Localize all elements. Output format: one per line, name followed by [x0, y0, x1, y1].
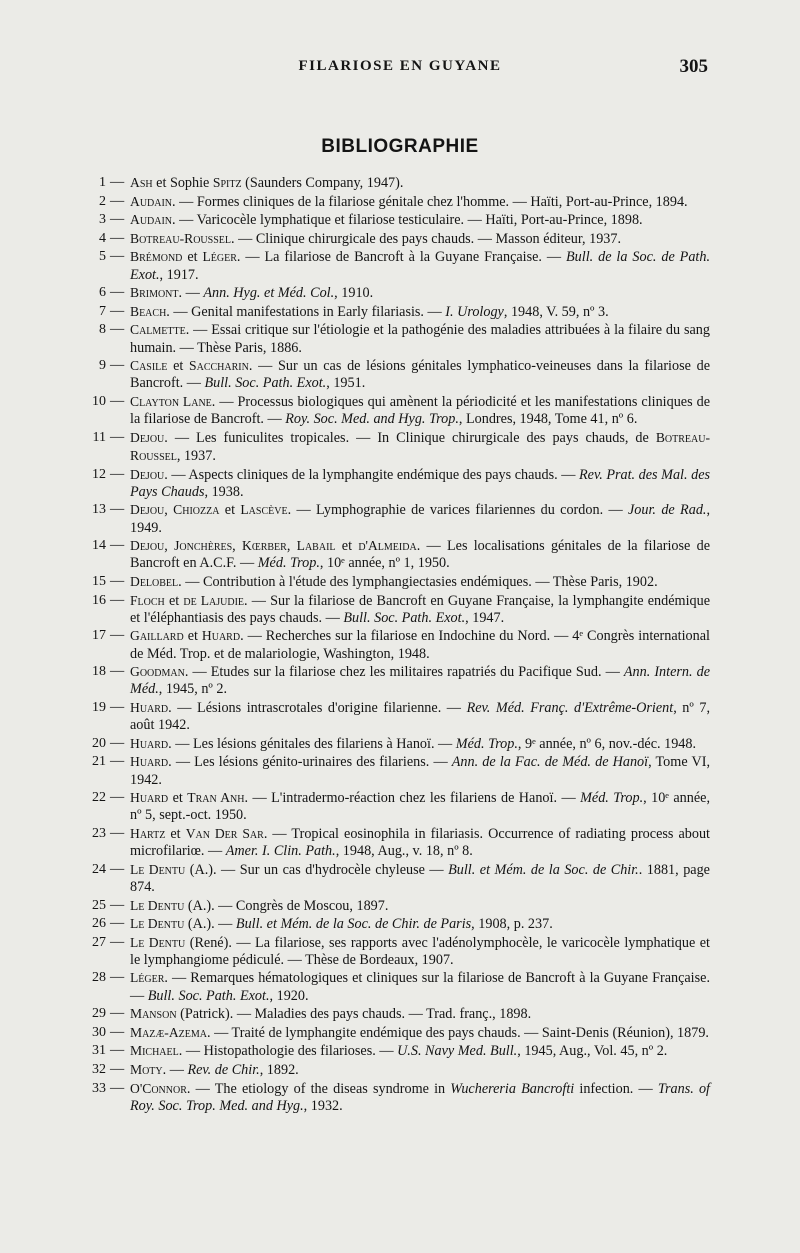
reference-dash: —: [110, 896, 125, 913]
reference-entry: [86, 789, 710, 824]
reference-fragment: . — Les lésions génito-urinaires des filariens. —: [168, 754, 452, 771]
reference-dash: —: [110, 915, 125, 932]
reference-author: Dejou: [130, 429, 165, 445]
reference-journal: Roy. Soc. Med. and Hyg. Trop.: [285, 411, 459, 428]
page-number: 305: [679, 56, 708, 77]
reference-number: 24: [92, 861, 106, 877]
reference-dash: —: [110, 392, 125, 409]
reference-dash: —: [110, 1005, 125, 1022]
reference-text: [130, 735, 710, 753]
reference-dash: —: [110, 1042, 125, 1059]
reference-author: Jonchères: [174, 538, 233, 554]
reference-text: [130, 211, 710, 229]
reference-fragment: et Sophie: [152, 175, 213, 191]
reference-fragment: . — Varicocèle lymphatique et filariose testiculaire. — Haïti, Port-au-Prince, 1898.: [172, 212, 643, 229]
reference-text: [130, 663, 710, 698]
reference-entry: [86, 393, 710, 428]
reference-fragment: . — Les lésions génitales des filariens à Hanoï. —: [168, 735, 456, 752]
reference-author: Léger: [202, 249, 237, 265]
reference-entry: [86, 537, 710, 572]
reference-fragment: , 1932.: [303, 1097, 343, 1114]
reference-fragment: . — Sur la filariose de Bancroft en Guyane Française, la lymphangite endémique et l'éléphantiasis des pays chauds. —: [130, 592, 710, 626]
reference-fragment: et: [165, 825, 186, 842]
reference-fragment: , 1892.: [259, 1062, 299, 1079]
reference-journal: Bull. de la Soc. de Path. Exot.: [130, 249, 710, 283]
reference-dash: —: [110, 211, 125, 228]
section-title: BIBLIOGRAPHIE: [321, 136, 479, 157]
reference-author: Spitz: [212, 175, 242, 190]
reference-dash: —: [110, 789, 125, 806]
reference-journal: Wuchereria Bancrofti: [450, 1080, 575, 1097]
reference-dash: —: [110, 428, 125, 445]
reference-number: 23: [92, 825, 106, 841]
reference-dash: —: [110, 465, 125, 482]
reference-entry: [86, 321, 710, 356]
reference-dash: —: [110, 248, 125, 265]
reference-author: Casile: [130, 358, 168, 374]
reference-fragment: . — Remarques hématologiques et cliniques sur la filariose de Bancroft à la Guyane Française. —: [130, 970, 710, 1004]
reference-entry: [86, 934, 710, 969]
reference-dash: —: [110, 591, 125, 608]
reference-fragment: , 1908, p. 237.: [471, 916, 553, 933]
reference-dash: —: [110, 501, 125, 518]
reference-entry: [86, 193, 710, 211]
reference-author: Beach: [130, 303, 167, 319]
reference-fragment: . — Histopathologie des filarioses. —: [178, 1043, 398, 1060]
reference-entry: [86, 592, 710, 627]
reference-text: [130, 321, 710, 356]
reference-dash: —: [110, 698, 125, 715]
reference-text: [130, 969, 710, 1004]
reference-author: Clayton Lane: [130, 393, 212, 409]
reference-text: [130, 1024, 710, 1042]
reference-fragment: . — Recherches sur la filariose en Indochine du Nord. — 4ᵉ Congrès international de Méd. Trop. et de malariologie, Washington, 1948.: [130, 628, 710, 662]
reference-entry: [86, 735, 710, 753]
reference-entry: [86, 230, 710, 248]
reference-author: Huard: [130, 735, 169, 751]
reference-journal: Bull. et Mém. de la Soc. de Chir.: [448, 861, 639, 878]
reference-entry: [86, 174, 710, 192]
reference-dash: —: [110, 663, 125, 680]
reference-author: Manson: [130, 1006, 177, 1022]
reference-fragment: et: [168, 790, 188, 807]
reference-fragment: , 10ᵉ année, nº 1, 1950.: [319, 555, 450, 572]
reference-journal: Méd. Trop.: [580, 790, 644, 807]
reference-author: Dejou: [130, 502, 165, 518]
reference-fragment: (A.). —: [184, 916, 236, 933]
reference-dash: —: [110, 1023, 125, 1040]
reference-number: 6: [99, 285, 106, 301]
reference-text: [130, 915, 710, 933]
reference-number: 14: [92, 538, 106, 554]
reference-author: Goodman: [130, 664, 185, 680]
reference-fragment: , 9ᵉ année, nº 6, nov.-déc. 1948.: [517, 735, 697, 752]
reference-entry: [86, 357, 710, 392]
reference-fragment: . — Sur un cas de lésions génitales lymphatico-veineuses dans la filariose de Bancroft. —: [130, 358, 710, 392]
reference-text: [130, 284, 710, 302]
reference-entry: [86, 1005, 710, 1023]
reference-author: Moty: [130, 1062, 163, 1078]
reference-journal: Ann. Hyg. et Méd. Col.: [203, 285, 335, 302]
reference-fragment: et: [182, 249, 203, 266]
reference-author: Labail: [296, 538, 336, 554]
reference-dash: —: [110, 302, 125, 319]
reference-fragment: (Patrick). — Maladies des pays chauds. — Trad. franç., 1898.: [176, 1006, 532, 1023]
reference-fragment: , 1917.: [159, 266, 199, 283]
reference-fragment: et: [335, 538, 359, 555]
reference-entry: [86, 897, 710, 915]
reference-author: Ash: [130, 175, 153, 190]
reference-number: 30: [92, 1024, 106, 1040]
reference-fragment: . —: [178, 285, 204, 302]
reference-text: [130, 573, 710, 591]
reference-author: Tran Anh: [187, 790, 245, 806]
reference-author: Van Der Sar: [185, 825, 264, 841]
reference-dash: —: [110, 734, 125, 751]
reference-number: 26: [92, 916, 106, 932]
reference-number: 25: [92, 897, 106, 913]
reference-entry: [86, 699, 710, 734]
reference-number: 18: [92, 664, 106, 680]
reference-text: [130, 825, 710, 860]
reference-fragment: . —: [162, 1062, 188, 1079]
reference-fragment: et: [219, 502, 241, 519]
reference-number: 28: [92, 970, 106, 986]
reference-fragment: ,: [164, 538, 175, 555]
reference-fragment: ,: [232, 538, 242, 555]
reference-fragment: (Saunders Company, 1947).: [241, 175, 407, 191]
reference-number: 10: [92, 393, 106, 409]
reference-text: [130, 1005, 710, 1023]
reference-entry: [86, 284, 710, 302]
reference-author: Saccharin: [189, 358, 249, 374]
reference-fragment: . — Clinique chirurgicale des pays chauds. — Masson éditeur, 1937.: [231, 230, 622, 247]
reference-journal: Méd. Trop.: [455, 735, 518, 752]
reference-number: 31: [92, 1043, 106, 1059]
reference-entry: [86, 211, 710, 229]
reference-journal: Amer. I. Clin. Path.: [225, 843, 336, 860]
reference-author: Calmette: [130, 322, 186, 338]
reference-fragment: (A.). — Congrès de Moscou, 1897.: [184, 897, 389, 914]
reference-fragment: . — Lymphographie de varices filariennes du cordon. —: [287, 502, 628, 519]
reference-number: 17: [92, 628, 106, 644]
reference-author: Gaillard: [130, 628, 184, 644]
reference-fragment: . — La filariose de Bancroft à la Guyane Française. —: [236, 249, 567, 266]
reference-fragment: . — Processus biologiques qui amènent la périodicité et les manifestations cliniques de la filariose de Bancroft. —: [130, 393, 711, 428]
reference-dash: —: [110, 860, 125, 877]
reference-fragment: et: [183, 628, 202, 645]
reference-number: 33: [92, 1080, 106, 1096]
reference-number: 20: [92, 735, 106, 751]
reference-journal: Ann. de la Fac. de Méd. de Hanoï: [451, 754, 649, 771]
reference-text: [130, 174, 710, 192]
reference-fragment: . — Essai critique sur l'étiologie et la pathogénie des maladies attribuées à la filaire du sang humain. — Thèse Paris, 1886.: [130, 322, 710, 356]
reference-fragment: , Londres, 1948, Tome 41, nº 6.: [458, 411, 638, 428]
reference-fragment: ,: [164, 502, 174, 519]
reference-author: Floch: [130, 592, 165, 608]
reference-fragment: , 10ᵉ année, nº 5, sept.-oct. 1950.: [130, 790, 710, 824]
reference-fragment: . — Formes cliniques de la filariose génitale chez l'homme. — Haïti, Port-au-Prince, 1894.: [172, 193, 688, 210]
reference-journal: Méd. Trop.: [257, 555, 320, 572]
reference-text: [130, 429, 710, 465]
reference-fragment: (René). — La filariose, ses rapports avec l'adénolymphocèle, le varicocèle lymphatique et le lymphangiome pédiculé. — Thèse de Bordeaux, 1907.: [130, 934, 710, 968]
reference-number: 22: [92, 790, 106, 806]
reference-entry: [86, 429, 710, 465]
reference-fragment: , nº 7, août 1942.: [130, 699, 711, 734]
reference-fragment: , 1949.: [130, 502, 711, 536]
reference-fragment: , 1910.: [334, 285, 374, 302]
reference-dash: —: [110, 229, 125, 246]
reference-fragment: . — Les localisations génitales de la filariose de Bancroft en A.C.F. —: [130, 538, 710, 572]
reference-text: [130, 1061, 710, 1079]
reference-dash: —: [110, 284, 125, 301]
reference-fragment: , 1938.: [204, 483, 244, 500]
reference-author: Botreau-Roussel: [130, 230, 231, 246]
reference-number: 15: [92, 573, 106, 589]
reference-number: 13: [92, 502, 106, 518]
reference-journal: Rev. Méd. Franç. d'Extrême-Orient: [466, 699, 674, 716]
reference-text: [130, 303, 710, 321]
reference-number: 16: [92, 592, 106, 608]
reference-number: 11: [92, 429, 106, 445]
reference-journal: Ann. Intern. de Méd.: [130, 664, 710, 698]
reference-journal: Jour. de Rad.: [628, 502, 707, 519]
reference-author: Audain: [130, 193, 173, 209]
reference-fragment: , 1951.: [326, 375, 366, 392]
reference-fragment: , Tome VI, 1942.: [130, 754, 710, 788]
reference-number: 2: [99, 193, 106, 209]
running-title: FILARIOSE EN GUYANE: [298, 58, 502, 74]
reference-fragment: . — The etiology of the diseas syndrome in: [186, 1080, 451, 1097]
reference-entry: [86, 1024, 710, 1042]
reference-entry: [86, 1080, 710, 1115]
reference-author: Botreau-Roussel: [130, 429, 710, 463]
reference-author: Huard: [130, 699, 169, 715]
reference-entry: [86, 753, 710, 788]
reference-fragment: et: [164, 592, 184, 609]
reference-text: [130, 393, 710, 428]
reference-text: [130, 897, 710, 915]
reference-number: 3: [99, 212, 106, 228]
reference-entry: [86, 663, 710, 698]
reference-entry: [86, 573, 710, 591]
reference-author: Huard: [201, 628, 241, 644]
reference-fragment: , 1947.: [465, 609, 505, 626]
reference-author: Le Dentu: [130, 897, 185, 913]
reference-number: 1: [99, 175, 106, 190]
reference-author: Brimont: [130, 285, 179, 301]
reference-fragment: . — Contribution à l'étude des lymphangiectasies endémiques. — Thèse Paris, 1902.: [178, 573, 658, 590]
reference-fragment: . — L'intradermo-réaction chez les filariens de Hanoï. —: [244, 790, 581, 807]
reference-journal: Bull. Soc. Path. Exot.: [204, 375, 327, 392]
reference-fragment: . — Les funiculites tropicales. — In Clinique chirurgicale des pays chauds, de: [164, 429, 656, 446]
reference-dash: —: [110, 824, 125, 841]
reference-fragment: . — Tropical eosinophila in filariasis. Occurrence of radiating process about microfilariœ. —: [130, 825, 710, 860]
reference-author: Dejou: [130, 538, 165, 554]
reference-author: Brémond: [130, 249, 183, 265]
reference-entry: [86, 303, 710, 321]
reference-text: [130, 193, 710, 211]
reference-text: [130, 466, 710, 501]
reference-fragment: , 1937.: [176, 447, 216, 464]
reference-fragment: et: [167, 358, 190, 375]
reference-fragment: (A.). — Sur un cas d'hydrocèle chyleuse —: [185, 861, 449, 878]
reference-number: 5: [99, 249, 106, 265]
reference-author: Huard: [130, 754, 169, 770]
reference-author: Le Dentu: [130, 861, 186, 877]
reference-author: Léger: [130, 970, 165, 986]
reference-number: 12: [92, 466, 106, 482]
reference-dash: —: [110, 321, 125, 338]
reference-author: Dejou: [130, 466, 165, 482]
reference-author: Mazæ-Azema: [130, 1024, 207, 1040]
reference-dash: —: [110, 627, 125, 644]
reference-list: [86, 174, 710, 1115]
reference-dash: —: [110, 357, 125, 374]
reference-journal: I. Urology: [445, 303, 504, 320]
reference-author: Chiozza: [173, 502, 220, 518]
reference-fragment: infection. —: [574, 1080, 658, 1097]
reference-text: [130, 592, 710, 627]
reference-dash: —: [110, 969, 125, 986]
reference-entry: [86, 501, 710, 536]
reference-text: [130, 789, 710, 824]
reference-number: 29: [92, 1006, 106, 1022]
reference-number: 32: [92, 1062, 106, 1078]
reference-text: [130, 934, 710, 969]
reference-fragment: . — Aspects cliniques de la lymphangite endémique des pays chauds. —: [164, 466, 579, 483]
reference-text: [130, 230, 710, 248]
reference-number: 27: [92, 934, 106, 950]
reference-journal: U.S. Navy Med. Bull.: [397, 1043, 518, 1060]
reference-fragment: , 1948, V. 59, nº 3.: [503, 303, 609, 320]
reference-journal: Rev. de Chir.: [187, 1062, 260, 1079]
reference-text: [130, 248, 710, 283]
reference-journal: Bull. Soc. Path. Exot.: [343, 609, 466, 626]
reference-author: Michael: [130, 1043, 179, 1059]
reference-author: Le Dentu: [130, 916, 185, 932]
reference-journal: Bull. et Mém. de la Soc. de Chir. de Paris: [235, 916, 472, 933]
reference-fragment: . — Genital manifestations in Early filariasis. —: [166, 303, 446, 320]
reference-dash: —: [110, 1061, 125, 1078]
reference-number: 21: [92, 754, 106, 770]
reference-dash: —: [110, 174, 125, 190]
reference-dash: —: [110, 753, 125, 770]
reference-author: Kœrber: [242, 538, 287, 554]
reference-author: de Lajudie: [183, 592, 245, 608]
reference-text: [130, 1042, 710, 1060]
reference-number: 4: [99, 230, 106, 246]
reference-fragment: . — Traité de lymphangite endémique des pays chauds. — Saint-Denis (Réunion), 1879.: [206, 1024, 709, 1041]
reference-author: Hartz: [130, 825, 166, 841]
reference-author: O'Connor: [130, 1080, 187, 1096]
reference-number: 7: [99, 303, 106, 319]
reference-fragment: . — Etudes sur la filariose chez les militaires rapatriés du Pacifique Sud. —: [184, 664, 624, 681]
reference-dash: —: [110, 537, 125, 554]
reference-entry: [86, 825, 710, 860]
reference-text: [130, 699, 710, 734]
reference-entry: [86, 915, 710, 933]
reference-number: 8: [99, 322, 106, 338]
reference-text: [130, 1080, 710, 1115]
reference-fragment: ,: [286, 538, 297, 555]
reference-dash: —: [110, 572, 125, 589]
reference-fragment: , 1945, nº 2.: [158, 681, 228, 698]
reference-author: Audain: [130, 212, 173, 228]
reference-fragment: . 1881, page 874.: [130, 861, 710, 895]
reference-number: 19: [92, 699, 106, 715]
reference-journal: Rev. Prat. des Mal. des Pays Chauds: [130, 466, 711, 500]
reference-fragment: . — Lésions intrascrotales d'origine filarienne. —: [168, 699, 467, 716]
reference-entry: [86, 969, 710, 1004]
reference-text: [130, 861, 710, 896]
reference-text: [130, 537, 710, 572]
reference-dash: —: [110, 933, 125, 950]
reference-entry: [86, 1061, 710, 1079]
reference-entry: [86, 627, 710, 662]
reference-fragment: , 1945, Aug., Vol. 45, nº 2.: [517, 1043, 668, 1060]
reference-author: Delobel: [130, 573, 179, 589]
reference-author: Huard: [130, 790, 169, 806]
reference-entry: [86, 861, 710, 896]
reference-entry: [86, 248, 710, 283]
reference-text: [130, 357, 710, 392]
reference-fragment: , 1948, Aug., v. 18, nº 8.: [335, 843, 473, 860]
reference-entry: [86, 466, 710, 501]
reference-text: [130, 501, 710, 536]
reference-text: [130, 627, 710, 662]
reference-entry: [86, 1042, 710, 1060]
reference-author: Le Dentu: [130, 934, 186, 950]
reference-fragment: , 1920.: [269, 987, 309, 1004]
reference-author: Lascève: [240, 502, 288, 518]
reference-journal: Bull. Soc. Path. Exot.: [147, 987, 270, 1004]
reference-dash: —: [110, 192, 125, 209]
reference-dash: —: [110, 1079, 125, 1096]
reference-number: 9: [99, 358, 106, 374]
reference-text: [130, 753, 710, 788]
reference-journal: Trans. of Roy. Soc. Trop. Med. and Hyg.: [130, 1080, 710, 1114]
reference-author: d'Almeida: [358, 538, 417, 554]
